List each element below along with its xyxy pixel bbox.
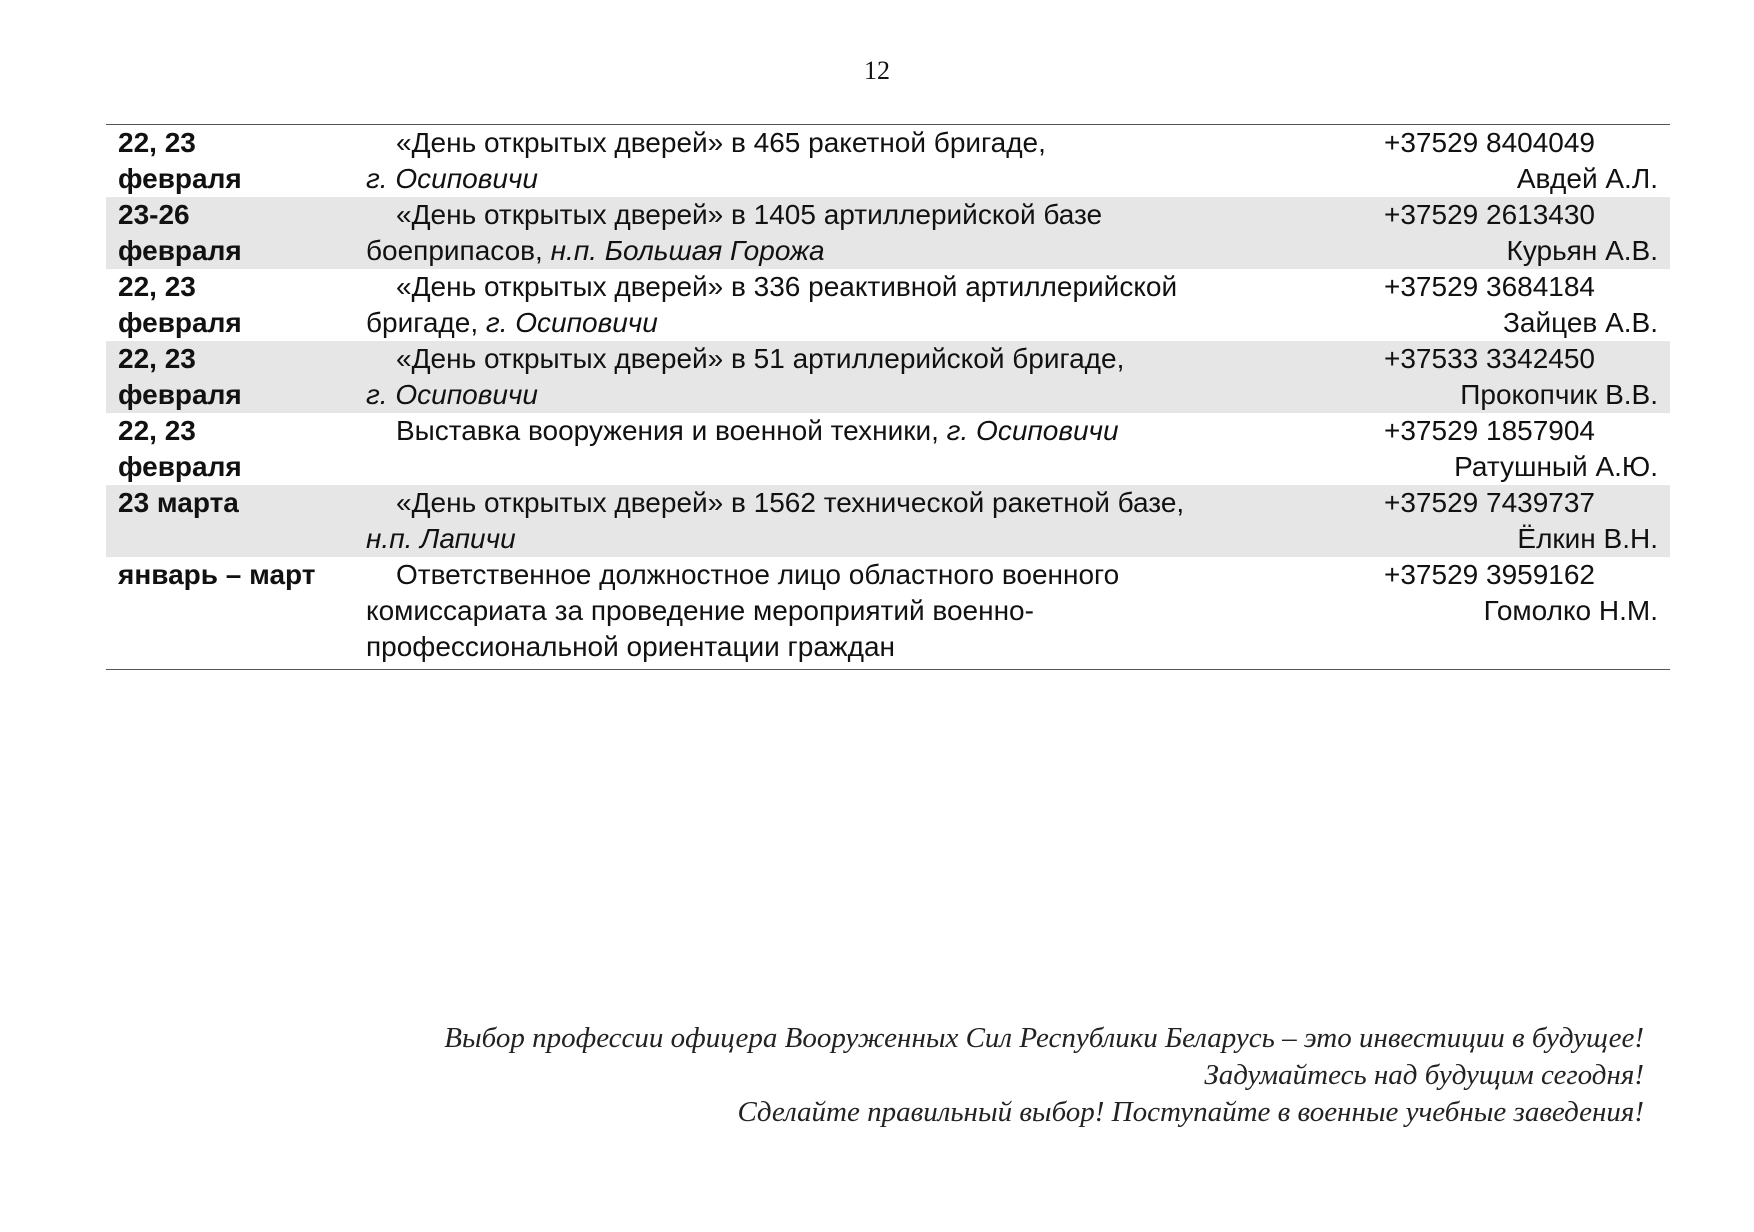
date-line: январь – март (118, 559, 316, 590)
event-date (106, 197, 366, 269)
event-contact (1356, 341, 1670, 413)
contact-phone: +37529 7439737 (1384, 487, 1595, 518)
contact-phone: +37529 8404049 (1384, 127, 1595, 158)
event-line (366, 161, 1356, 197)
table-row (106, 197, 1670, 269)
event-contact (1356, 557, 1670, 665)
event-contact (1356, 197, 1670, 269)
event-text: Выставка вооружения и военной техники, (396, 415, 947, 446)
event-text: «День открытых дверей» в 1405 артиллерийской базе (396, 199, 1103, 230)
contact-phone: +37529 1857904 (1384, 415, 1595, 446)
motto-line: Задумайтесь над будущим сегодня! (1204, 1059, 1644, 1091)
table-row (106, 413, 1670, 485)
motto-line: Сделайте правильный выбор! Поступайте в военные учебные заведения! (737, 1096, 1644, 1128)
event-description (366, 557, 1356, 665)
events-table (106, 124, 1670, 670)
event-line (366, 305, 1356, 341)
table-row (106, 485, 1670, 557)
contact-phone: +37529 3959162 (1384, 559, 1595, 590)
page-number: 12 (864, 56, 890, 85)
contact-person: Курьян А.В. (1506, 235, 1658, 266)
contact-phone: +37529 3684184 (1384, 271, 1595, 302)
event-line (366, 413, 1356, 449)
event-text: боеприпасов, (366, 235, 551, 266)
event-location: г. Осиповичи (366, 379, 538, 410)
event-contact (1356, 413, 1670, 485)
event-location: г. Осиповичи (366, 163, 538, 194)
contact-person: Ёлкин В.Н. (1517, 523, 1658, 554)
contact-person: Ратушный А.Ю. (1454, 451, 1658, 482)
contact-phone: +37533 3342450 (1384, 343, 1595, 374)
contact-person: Прокопчик В.В. (1460, 379, 1658, 410)
event-date (106, 125, 366, 197)
event-location: н.п. Лапичи (366, 523, 516, 554)
event-line (366, 197, 1356, 233)
table-row (106, 557, 1670, 669)
event-description (366, 485, 1356, 557)
table-row (106, 341, 1670, 413)
date-line: 23-26 (118, 199, 190, 230)
date-line: 22, 23 (118, 127, 196, 158)
event-line (366, 125, 1356, 161)
contact-person: Гомолко Н.М. (1483, 595, 1658, 626)
event-text: «День открытых дверей» в 1562 технической ракетной базе, (396, 487, 1185, 518)
date-line: февраля (118, 163, 242, 194)
date-line: 22, 23 (118, 343, 196, 374)
event-location: н.п. Большая Горожа (550, 235, 825, 266)
date-line: февраля (118, 307, 242, 338)
event-contact (1356, 125, 1670, 197)
event-text: «День открытых дверей» в 51 артиллерийской бригаде, (396, 343, 1125, 374)
event-description (366, 341, 1356, 413)
event-location: г. Осиповичи (946, 415, 1119, 446)
event-text: «День открытых дверей» в 465 ракетной бригаде, (396, 127, 1046, 158)
event-contact (1356, 485, 1670, 557)
event-line (366, 449, 1356, 485)
event-line: комиссариата за проведение мероприятий военно- (366, 595, 1034, 626)
event-description (366, 125, 1356, 197)
date-line: 22, 23 (118, 415, 196, 446)
date-line: 23 марта (118, 487, 239, 518)
event-line: Ответственное должностное лицо областного военного (396, 559, 1120, 590)
event-date (106, 341, 366, 413)
date-line: февраля (118, 451, 242, 482)
event-date (106, 485, 366, 557)
event-location: г. Осиповичи (485, 307, 658, 338)
date-line: 22, 23 (118, 271, 196, 302)
motto-line: Выбор профессии офицера Вооруженных Сил Республики Беларусь – это инвестиции в будущее! (444, 1022, 1644, 1054)
event-line (366, 485, 1356, 521)
contact-phone: +37529 2613430 (1384, 199, 1595, 230)
event-line: профессиональной ориентации граждан (366, 631, 896, 662)
event-date (106, 413, 366, 485)
event-text: бригаде, (366, 307, 486, 338)
event-line (366, 377, 1356, 413)
contact-person: Авдей А.Л. (1516, 163, 1658, 194)
event-text: «День открытых дверей» в 336 реактивной артиллерийской (396, 271, 1178, 302)
event-description (366, 197, 1356, 269)
event-line (366, 521, 1356, 557)
event-line (366, 341, 1356, 377)
event-description (366, 413, 1356, 485)
event-line (366, 269, 1356, 305)
contact-person: Зайцев А.В. (1503, 307, 1658, 338)
event-contact (1356, 269, 1670, 341)
table-row (106, 269, 1670, 341)
date-line: февраля (118, 235, 242, 266)
motto (444, 1020, 1644, 1131)
event-date (106, 557, 366, 665)
table-row (106, 125, 1670, 197)
date-line: февраля (118, 379, 242, 410)
event-date (106, 269, 366, 341)
event-line (366, 233, 1356, 269)
event-description (366, 269, 1356, 341)
